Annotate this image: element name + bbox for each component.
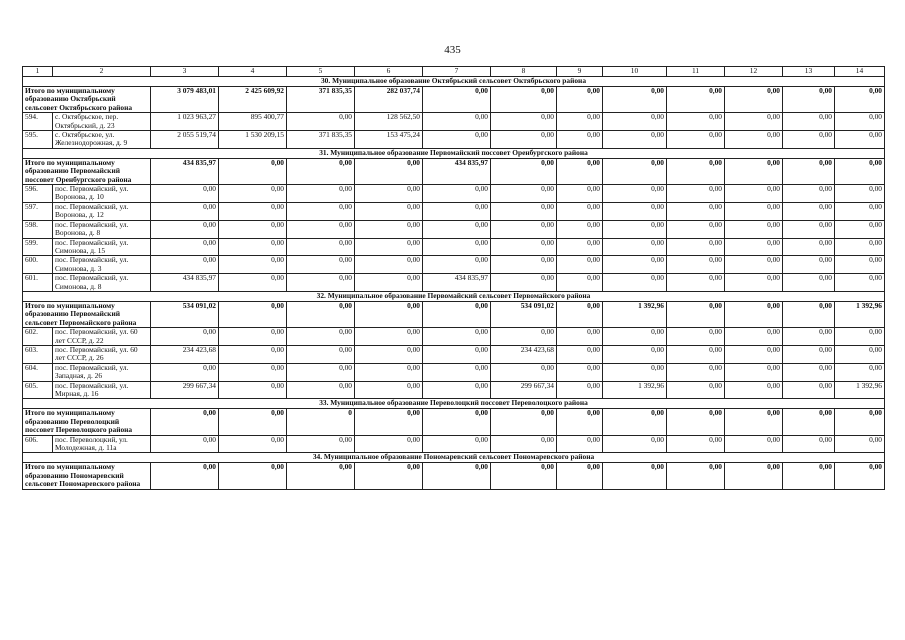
- column-number-5: 5: [287, 67, 355, 77]
- row-value-col-3: 0,00: [151, 238, 219, 256]
- total-value-col-9: 0,00: [557, 301, 603, 327]
- row-value-col-11: 0,00: [667, 202, 725, 220]
- row-value-col-7: 434 835,97: [423, 274, 491, 292]
- total-value-col-6: 0,00: [355, 301, 423, 327]
- section-header-row: [23, 453, 885, 463]
- row-value-col-10: 0,00: [603, 238, 667, 256]
- total-value-col-4: 0,00: [219, 409, 287, 435]
- row-value-col-6: 0,00: [355, 363, 423, 381]
- row-number: 599.: [23, 238, 53, 256]
- total-value-col-7: 0,00: [423, 301, 491, 327]
- total-value-col-8: 0,00: [491, 409, 557, 435]
- total-value-col-9: 0,00: [557, 463, 603, 489]
- row-value-col-3: 0,00: [151, 202, 219, 220]
- row-number: 605.: [23, 381, 53, 399]
- table-row: [23, 328, 885, 346]
- row-value-col-12: 0,00: [725, 345, 783, 363]
- total-value-col-5: 0: [287, 409, 355, 435]
- row-value-col-7: 0,00: [423, 256, 491, 274]
- row-value-col-6: 0,00: [355, 435, 423, 453]
- row-value-col-9: 0,00: [557, 185, 603, 203]
- section-total-row: [23, 409, 885, 435]
- column-number-2: 2: [53, 67, 151, 77]
- row-value-col-7: 0,00: [423, 131, 491, 149]
- row-value-col-14: 0,00: [835, 202, 885, 220]
- total-value-col-3: 3 079 483,01: [151, 87, 219, 113]
- table-row: [23, 202, 885, 220]
- page-number: 435: [444, 44, 461, 56]
- row-value-col-8: 0,00: [491, 274, 557, 292]
- column-number-10: 10: [603, 67, 667, 77]
- table-row: [23, 345, 885, 363]
- row-value-col-5: 0,00: [287, 345, 355, 363]
- row-value-col-11: 0,00: [667, 435, 725, 453]
- row-address: пос. Первомайский, ул. Симонова, д. 3: [53, 256, 151, 274]
- row-number: 600.: [23, 256, 53, 274]
- row-value-col-6: 128 562,50: [355, 113, 423, 131]
- section-title: 34. Муниципальное образование Пономаревский сельсовет Пономаревского района: [23, 453, 885, 463]
- column-number-7: 7: [423, 67, 491, 77]
- row-value-col-13: 0,00: [783, 185, 835, 203]
- total-value-col-3: 434 835,97: [151, 158, 219, 184]
- total-value-col-9: 0,00: [557, 158, 603, 184]
- row-value-col-14: 0,00: [835, 131, 885, 149]
- row-value-col-3: 0,00: [151, 220, 219, 238]
- row-value-col-11: 0,00: [667, 131, 725, 149]
- row-value-col-7: 0,00: [423, 381, 491, 399]
- row-value-col-4: 0,00: [219, 238, 287, 256]
- row-address: пос. Первомайский, ул. 60 лет СССР, д. 22: [53, 328, 151, 346]
- row-value-col-12: 0,00: [725, 238, 783, 256]
- row-value-col-12: 0,00: [725, 185, 783, 203]
- row-value-col-13: 0,00: [783, 435, 835, 453]
- row-address: пос. Первомайский, ул. Западная, д. 26: [53, 363, 151, 381]
- row-value-col-4: 0,00: [219, 202, 287, 220]
- total-value-col-4: 2 425 609,92: [219, 87, 287, 113]
- total-value-col-7: 0,00: [423, 87, 491, 113]
- column-number-12: 12: [725, 67, 783, 77]
- section-total-row: [23, 158, 885, 184]
- row-value-col-5: 0,00: [287, 256, 355, 274]
- row-value-col-13: 0,00: [783, 345, 835, 363]
- row-value-col-10: 0,00: [603, 220, 667, 238]
- row-value-col-13: 0,00: [783, 131, 835, 149]
- row-value-col-9: 0,00: [557, 274, 603, 292]
- table-row: [23, 220, 885, 238]
- total-value-col-8: 0,00: [491, 463, 557, 489]
- row-value-col-4: 0,00: [219, 274, 287, 292]
- row-value-col-11: 0,00: [667, 363, 725, 381]
- total-value-col-3: 0,00: [151, 463, 219, 489]
- row-number: 594.: [23, 113, 53, 131]
- row-value-col-11: 0,00: [667, 256, 725, 274]
- row-value-col-8: 0,00: [491, 363, 557, 381]
- row-value-col-5: 0,00: [287, 435, 355, 453]
- row-value-col-14: 0,00: [835, 435, 885, 453]
- total-value-col-3: 534 091,02: [151, 301, 219, 327]
- total-value-col-11: 0,00: [667, 301, 725, 327]
- row-value-col-12: 0,00: [725, 202, 783, 220]
- total-value-col-13: 0,00: [783, 463, 835, 489]
- total-value-col-4: 0,00: [219, 301, 287, 327]
- row-value-col-5: 0,00: [287, 202, 355, 220]
- row-value-col-4: 1 530 209,15: [219, 131, 287, 149]
- row-value-col-9: 0,00: [557, 131, 603, 149]
- row-value-col-12: 0,00: [725, 113, 783, 131]
- row-value-col-7: 0,00: [423, 435, 491, 453]
- row-value-col-11: 0,00: [667, 381, 725, 399]
- row-value-col-5: 0,00: [287, 363, 355, 381]
- row-value-col-7: 0,00: [423, 202, 491, 220]
- row-value-col-10: 0,00: [603, 202, 667, 220]
- total-value-col-11: 0,00: [667, 87, 725, 113]
- table-row: [23, 363, 885, 381]
- row-value-col-7: 0,00: [423, 328, 491, 346]
- row-value-col-12: 0,00: [725, 220, 783, 238]
- row-value-col-4: 0,00: [219, 435, 287, 453]
- row-value-col-4: 0,00: [219, 345, 287, 363]
- row-number: 598.: [23, 220, 53, 238]
- total-label: Итого по муниципальному образованию Пономаревский сельсовет Пономаревского района: [23, 463, 151, 489]
- total-value-col-13: 0,00: [783, 301, 835, 327]
- row-address: пос. Первомайский, ул. Симонова, д. 8: [53, 274, 151, 292]
- row-value-col-7: 0,00: [423, 238, 491, 256]
- column-number-13: 13: [783, 67, 835, 77]
- total-label: Итого по муниципальному образованию Переволоцкий поссовет Переволоцкого района: [23, 409, 151, 435]
- table-row: [23, 381, 885, 399]
- row-value-col-9: 0,00: [557, 328, 603, 346]
- row-address: пос. Первомайский, ул. Воронова, д. 12: [53, 202, 151, 220]
- table-row: [23, 238, 885, 256]
- total-value-col-4: 0,00: [219, 158, 287, 184]
- row-number: 597.: [23, 202, 53, 220]
- row-value-col-4: 0,00: [219, 220, 287, 238]
- row-value-col-11: 0,00: [667, 328, 725, 346]
- row-value-col-5: 0,00: [287, 238, 355, 256]
- row-value-col-14: 0,00: [835, 274, 885, 292]
- row-value-col-14: 0,00: [835, 113, 885, 131]
- row-address: с. Октябрьское, ул. Железнодорожная, д. 9: [53, 131, 151, 149]
- total-value-col-10: 0,00: [603, 409, 667, 435]
- row-address: пос. Первомайский, ул. Мирная, д. 16: [53, 381, 151, 399]
- total-value-col-6: 282 037,74: [355, 87, 423, 113]
- row-value-col-12: 0,00: [725, 256, 783, 274]
- row-value-col-6: 0,00: [355, 256, 423, 274]
- total-value-col-12: 0,00: [725, 87, 783, 113]
- row-number: 604.: [23, 363, 53, 381]
- row-value-col-3: 0,00: [151, 363, 219, 381]
- row-value-col-6: 0,00: [355, 274, 423, 292]
- row-value-col-8: 299 667,34: [491, 381, 557, 399]
- section-header-row: [23, 148, 885, 158]
- total-value-col-14: 1 392,96: [835, 301, 885, 327]
- row-number: 601.: [23, 274, 53, 292]
- section-total-row: [23, 301, 885, 327]
- column-number-11: 11: [667, 67, 725, 77]
- row-address: пос. Первомайский, ул. Воронова, д. 10: [53, 185, 151, 203]
- row-value-col-3: 0,00: [151, 328, 219, 346]
- total-value-col-8: 0,00: [491, 87, 557, 113]
- row-value-col-14: 1 392,96: [835, 381, 885, 399]
- row-value-col-9: 0,00: [557, 220, 603, 238]
- row-number: 602.: [23, 328, 53, 346]
- total-value-col-7: 434 835,97: [423, 158, 491, 184]
- total-value-col-10: 0,00: [603, 158, 667, 184]
- row-value-col-9: 0,00: [557, 238, 603, 256]
- total-value-col-11: 0,00: [667, 409, 725, 435]
- total-value-col-3: 0,00: [151, 409, 219, 435]
- total-value-col-12: 0,00: [725, 409, 783, 435]
- row-value-col-3: 2 055 519,74: [151, 131, 219, 149]
- row-value-col-6: 0,00: [355, 381, 423, 399]
- table-row: [23, 185, 885, 203]
- total-value-col-12: 0,00: [725, 301, 783, 327]
- register-table: [22, 66, 885, 490]
- section-title: 31. Муниципальное образование Первомайский поссовет Оренбургского района: [23, 148, 885, 158]
- row-value-col-14: 0,00: [835, 185, 885, 203]
- column-number-4: 4: [219, 67, 287, 77]
- row-value-col-11: 0,00: [667, 220, 725, 238]
- column-number-row: [23, 67, 885, 77]
- row-value-col-12: 0,00: [725, 381, 783, 399]
- row-value-col-13: 0,00: [783, 381, 835, 399]
- total-value-col-12: 0,00: [725, 158, 783, 184]
- row-address: пос. Переволоцкий, ул. Молодежная, д. 11а: [53, 435, 151, 453]
- row-value-col-8: 0,00: [491, 435, 557, 453]
- row-value-col-12: 0,00: [725, 328, 783, 346]
- row-address: с. Октябрьское, пер. Октябрьский, д. 23: [53, 113, 151, 131]
- row-value-col-7: 0,00: [423, 363, 491, 381]
- row-value-col-11: 0,00: [667, 113, 725, 131]
- section-title: 32. Муниципальное образование Первомайский сельсовет Первомайского района: [23, 291, 885, 301]
- section-title: 33. Муниципальное образование Переволоцкий поссовет Переволоцкого района: [23, 399, 885, 409]
- total-value-col-13: 0,00: [783, 409, 835, 435]
- row-value-col-12: 0,00: [725, 131, 783, 149]
- row-value-col-3: 434 835,97: [151, 274, 219, 292]
- row-value-col-6: 0,00: [355, 185, 423, 203]
- row-value-col-10: 0,00: [603, 274, 667, 292]
- row-value-col-9: 0,00: [557, 345, 603, 363]
- row-address: пос. Первомайский, ул. 60 лет СССР, д. 26: [53, 345, 151, 363]
- row-value-col-10: 0,00: [603, 256, 667, 274]
- total-value-col-14: 0,00: [835, 87, 885, 113]
- row-value-col-8: 0,00: [491, 131, 557, 149]
- row-value-col-6: 0,00: [355, 345, 423, 363]
- row-value-col-8: 0,00: [491, 328, 557, 346]
- section-total-row: [23, 87, 885, 113]
- row-value-col-5: 0,00: [287, 274, 355, 292]
- row-value-col-14: 0,00: [835, 345, 885, 363]
- row-value-col-3: 0,00: [151, 256, 219, 274]
- row-value-col-6: 0,00: [355, 328, 423, 346]
- total-value-col-5: 0,00: [287, 301, 355, 327]
- row-value-col-4: 0,00: [219, 381, 287, 399]
- row-value-col-12: 0,00: [725, 363, 783, 381]
- row-value-col-14: 0,00: [835, 256, 885, 274]
- row-value-col-8: 0,00: [491, 256, 557, 274]
- row-value-col-10: 0,00: [603, 328, 667, 346]
- total-value-col-14: 0,00: [835, 409, 885, 435]
- total-label: Итого по муниципальному образованию Первомайский поссовет Оренбургского района: [23, 158, 151, 184]
- total-value-col-12: 0,00: [725, 463, 783, 489]
- row-value-col-7: 0,00: [423, 345, 491, 363]
- row-value-col-10: 0,00: [603, 435, 667, 453]
- total-value-col-5: 371 835,35: [287, 87, 355, 113]
- total-value-col-8: 534 091,02: [491, 301, 557, 327]
- row-address: пос. Первомайский, ул. Симонова, д. 15: [53, 238, 151, 256]
- total-value-col-6: 0,00: [355, 158, 423, 184]
- row-number: 596.: [23, 185, 53, 203]
- column-number-6: 6: [355, 67, 423, 77]
- total-value-col-11: 0,00: [667, 158, 725, 184]
- row-value-col-7: 0,00: [423, 185, 491, 203]
- total-value-col-13: 0,00: [783, 87, 835, 113]
- row-value-col-4: 0,00: [219, 363, 287, 381]
- total-value-col-9: 0,00: [557, 409, 603, 435]
- row-value-col-9: 0,00: [557, 381, 603, 399]
- row-value-col-3: 299 667,34: [151, 381, 219, 399]
- row-value-col-9: 0,00: [557, 435, 603, 453]
- total-value-col-14: 0,00: [835, 463, 885, 489]
- row-value-col-11: 0,00: [667, 238, 725, 256]
- column-number-8: 8: [491, 67, 557, 77]
- row-value-col-14: 0,00: [835, 363, 885, 381]
- row-value-col-13: 0,00: [783, 363, 835, 381]
- column-number-3: 3: [151, 67, 219, 77]
- row-value-col-14: 0,00: [835, 238, 885, 256]
- section-header-row: [23, 77, 885, 87]
- row-value-col-13: 0,00: [783, 274, 835, 292]
- total-value-col-11: 0,00: [667, 463, 725, 489]
- row-value-col-5: 0,00: [287, 220, 355, 238]
- total-value-col-10: 1 392,96: [603, 301, 667, 327]
- row-value-col-9: 0,00: [557, 202, 603, 220]
- row-value-col-5: 0,00: [287, 185, 355, 203]
- table-row: [23, 274, 885, 292]
- row-value-col-11: 0,00: [667, 185, 725, 203]
- row-value-col-8: 0,00: [491, 113, 557, 131]
- row-address: пос. Первомайский, ул. Воронова, д. 8: [53, 220, 151, 238]
- row-value-col-7: 0,00: [423, 113, 491, 131]
- row-value-col-12: 0,00: [725, 435, 783, 453]
- column-number-14: 14: [835, 67, 885, 77]
- total-value-col-9: 0,00: [557, 87, 603, 113]
- total-value-col-8: 0,00: [491, 158, 557, 184]
- row-value-col-10: 1 392,96: [603, 381, 667, 399]
- row-value-col-10: 0,00: [603, 363, 667, 381]
- row-value-col-8: 0,00: [491, 238, 557, 256]
- section-total-row: [23, 463, 885, 489]
- row-value-col-3: 234 423,68: [151, 345, 219, 363]
- column-number-1: 1: [23, 67, 53, 77]
- row-value-col-13: 0,00: [783, 238, 835, 256]
- row-value-col-13: 0,00: [783, 220, 835, 238]
- row-value-col-6: 153 475,24: [355, 131, 423, 149]
- row-value-col-14: 0,00: [835, 220, 885, 238]
- total-value-col-4: 0,00: [219, 463, 287, 489]
- row-number: 595.: [23, 131, 53, 149]
- row-value-col-5: 371 835,35: [287, 131, 355, 149]
- row-value-col-8: 0,00: [491, 202, 557, 220]
- row-number: 606.: [23, 435, 53, 453]
- row-value-col-9: 0,00: [557, 113, 603, 131]
- row-number: 603.: [23, 345, 53, 363]
- total-value-col-10: 0,00: [603, 87, 667, 113]
- total-value-col-7: 0,00: [423, 409, 491, 435]
- section-title: 30. Муниципальное образование Октябрьский сельсовет Октябрьского района: [23, 77, 885, 87]
- row-value-col-4: 895 400,77: [219, 113, 287, 131]
- row-value-col-9: 0,00: [557, 256, 603, 274]
- row-value-col-6: 0,00: [355, 238, 423, 256]
- table-row: [23, 435, 885, 453]
- row-value-col-3: 0,00: [151, 185, 219, 203]
- row-value-col-9: 0,00: [557, 363, 603, 381]
- total-value-col-10: 0,00: [603, 463, 667, 489]
- row-value-col-4: 0,00: [219, 328, 287, 346]
- row-value-col-10: 0,00: [603, 131, 667, 149]
- table-row: [23, 256, 885, 274]
- row-value-col-10: 0,00: [603, 113, 667, 131]
- row-value-col-5: 0,00: [287, 328, 355, 346]
- total-value-col-5: 0,00: [287, 463, 355, 489]
- section-header-row: [23, 399, 885, 409]
- row-value-col-13: 0,00: [783, 256, 835, 274]
- row-value-col-7: 0,00: [423, 220, 491, 238]
- row-value-col-8: 234 423,68: [491, 345, 557, 363]
- total-label: Итого по муниципальному образованию Октябрьский сельсовет Октябрьского района: [23, 87, 151, 113]
- row-value-col-13: 0,00: [783, 202, 835, 220]
- row-value-col-8: 0,00: [491, 185, 557, 203]
- total-value-col-6: 0,00: [355, 409, 423, 435]
- row-value-col-13: 0,00: [783, 113, 835, 131]
- row-value-col-6: 0,00: [355, 202, 423, 220]
- section-header-row: [23, 291, 885, 301]
- row-value-col-13: 0,00: [783, 328, 835, 346]
- total-value-col-14: 0,00: [835, 158, 885, 184]
- table-row: [23, 113, 885, 131]
- column-number-9: 9: [557, 67, 603, 77]
- row-value-col-12: 0,00: [725, 274, 783, 292]
- row-value-col-10: 0,00: [603, 185, 667, 203]
- row-value-col-11: 0,00: [667, 274, 725, 292]
- row-value-col-8: 0,00: [491, 220, 557, 238]
- row-value-col-3: 1 023 963,27: [151, 113, 219, 131]
- total-label: Итого по муниципальному образованию Первомайский сельсовет Первомайского района: [23, 301, 151, 327]
- total-value-col-7: 0,00: [423, 463, 491, 489]
- table-row: [23, 131, 885, 149]
- row-value-col-11: 0,00: [667, 345, 725, 363]
- row-value-col-3: 0,00: [151, 435, 219, 453]
- row-value-col-5: 0,00: [287, 113, 355, 131]
- row-value-col-5: 0,00: [287, 381, 355, 399]
- row-value-col-14: 0,00: [835, 328, 885, 346]
- total-value-col-5: 0,00: [287, 158, 355, 184]
- total-value-col-13: 0,00: [783, 158, 835, 184]
- row-value-col-4: 0,00: [219, 185, 287, 203]
- total-value-col-6: 0,00: [355, 463, 423, 489]
- row-value-col-6: 0,00: [355, 220, 423, 238]
- row-value-col-4: 0,00: [219, 256, 287, 274]
- row-value-col-10: 0,00: [603, 345, 667, 363]
